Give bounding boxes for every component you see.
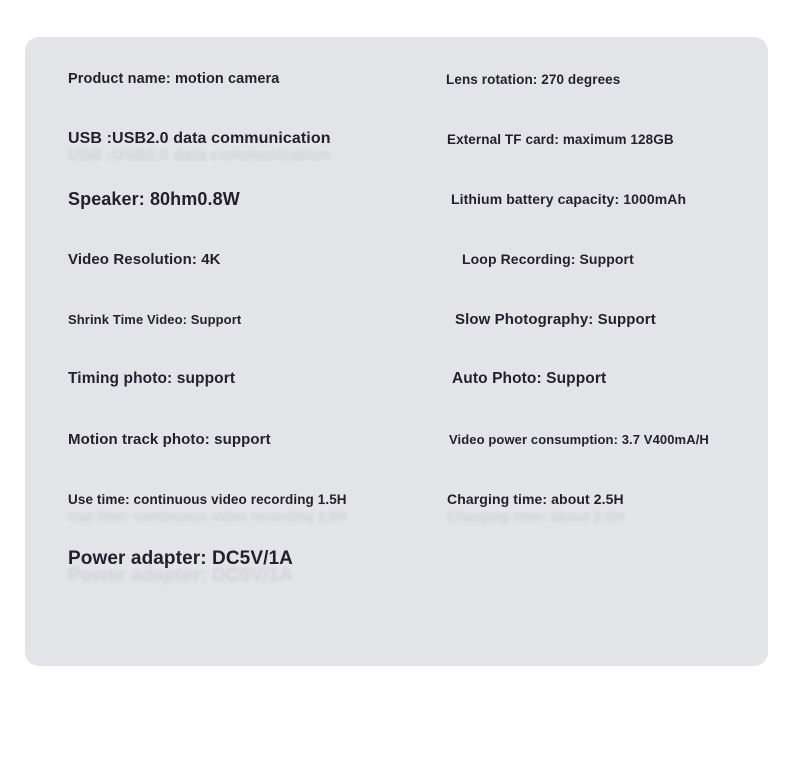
spec-product-name-text: Product name: motion camera (68, 71, 280, 87)
spec-charging-time-text: Charging time: about 2.5H (447, 491, 624, 507)
spec-tf-card-text: External TF card: maximum 128GB (447, 131, 674, 147)
spec-video-power-consumption (446, 409, 768, 469)
spec-video-power-consumption-text: Video power consumption: 3.7 V400mA/H (449, 431, 709, 447)
spec-usb (68, 109, 446, 169)
spec-loop-recording (446, 229, 768, 289)
spec-battery-capacity (446, 169, 768, 229)
spec-speaker (68, 169, 446, 229)
spec-slow-photography (446, 289, 768, 349)
spec-auto-photo (446, 349, 768, 409)
spec-timing-photo-text: Timing photo: support (68, 370, 236, 387)
spec-power-adapter (68, 529, 446, 589)
spec-column-left (68, 49, 446, 666)
spec-timing-photo (68, 349, 446, 409)
spec-auto-photo-text: Auto Photo: Support (452, 370, 607, 387)
spec-motion-track-photo-text: Motion track photo: support (68, 430, 271, 448)
spec-shrink-time-video-text: Shrink Time Video: Support (68, 311, 242, 327)
spec-card (25, 37, 768, 666)
spec-use-time-text: Use time: continuous video recording 1.5H (68, 491, 347, 507)
spec-usb-text: USB :USB2.0 data communication (68, 130, 331, 147)
spec-product-name (68, 49, 446, 109)
spec-video-resolution-text: Video Resolution: 4K (68, 250, 221, 268)
spec-power-adapter-text: Power adapter: DC5V/1A (68, 548, 293, 569)
spec-loop-recording-text: Loop Recording: Support (462, 251, 634, 267)
spec-column-right (446, 49, 768, 666)
spec-lens-rotation (446, 49, 768, 109)
spec-video-resolution (68, 229, 446, 289)
spec-lens-rotation-text: Lens rotation: 270 degrees (446, 71, 621, 87)
spec-speaker-text: Speaker: 80hm0.8W (68, 188, 240, 209)
spec-tf-card (446, 109, 768, 169)
spec-battery-capacity-text: Lithium battery capacity: 1000mAh (451, 191, 687, 207)
spec-charging-time (446, 469, 768, 529)
spec-motion-track-photo (68, 409, 446, 469)
spec-shrink-time-video (68, 289, 446, 349)
spec-slow-photography-text: Slow Photography: Support (455, 310, 656, 328)
spec-use-time (68, 469, 446, 529)
